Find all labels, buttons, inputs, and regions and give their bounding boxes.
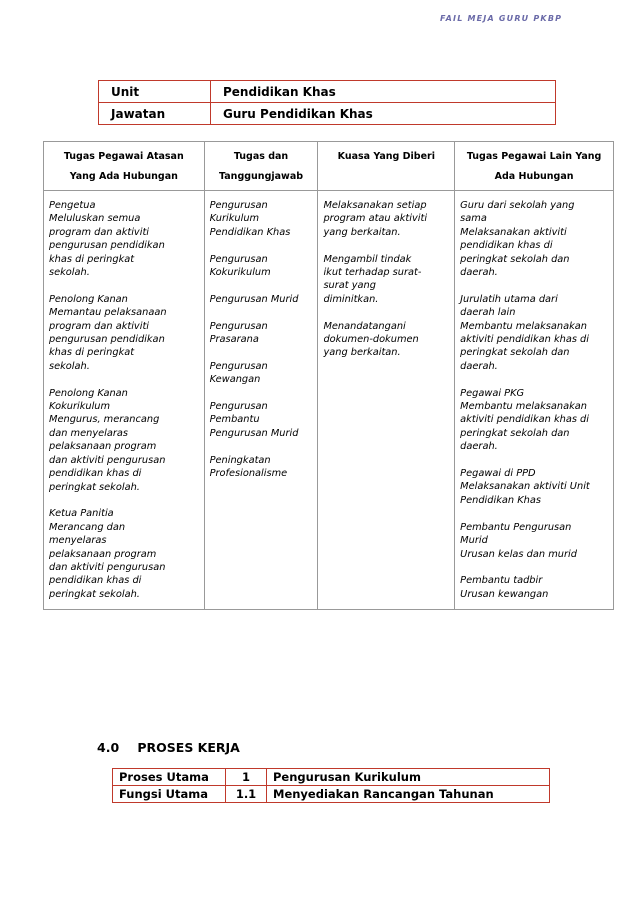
duty-line: Prasarana <box>209 334 259 346</box>
header-other-officer-duties <box>455 142 614 191</box>
duties-table <box>43 141 614 610</box>
info-value: Pendidikan Khas <box>211 81 556 103</box>
duty-line: sama <box>460 213 487 225</box>
header-line: Tugas Pegawai Lain Yang <box>466 151 602 162</box>
duty-entry <box>210 199 313 239</box>
section-heading <box>97 740 240 755</box>
duty-line: peringkat sekolah. <box>49 481 140 493</box>
duty-entry <box>49 199 199 279</box>
header-line: Tanggungjawab <box>219 171 304 182</box>
duties-content-row <box>44 191 614 610</box>
process-row <box>113 786 550 803</box>
process-code: 1.1 <box>226 786 267 803</box>
duty-line: dan aktiviti pengurusan <box>49 454 166 466</box>
duty-line: sekolah. <box>49 360 90 372</box>
duty-entry <box>49 507 199 601</box>
duty-line: surat yang <box>323 280 376 292</box>
duty-line: Jurulatih utama dari <box>460 293 558 305</box>
duty-line: Guru dari sekolah yang <box>460 200 575 211</box>
duty-entry <box>460 387 608 454</box>
duty-entry <box>323 199 449 239</box>
duty-entry <box>460 574 608 601</box>
duty-line: pendidikan khas di <box>49 575 142 587</box>
duty-line: pelaksanaan program <box>49 441 157 453</box>
header-line: Ada Hubungan <box>494 171 574 182</box>
duty-entry <box>460 467 608 507</box>
duty-line: daerah. <box>460 360 498 372</box>
info-label: Unit <box>99 81 211 103</box>
duty-line: Penolong Kanan <box>49 387 128 399</box>
process-value: Pengurusan Kurikulum <box>267 769 550 786</box>
process-row <box>113 769 550 786</box>
header-line: Tugas Pegawai Atasan <box>63 151 184 162</box>
duty-line: Pengurusan Murid <box>209 293 299 305</box>
duty-line: program dan aktiviti <box>49 226 150 238</box>
duty-entry <box>210 454 313 481</box>
duty-line: sekolah. <box>49 267 90 279</box>
info-row-unit <box>99 81 556 103</box>
duty-entry <box>460 199 608 279</box>
duty-entry <box>49 387 199 494</box>
duties-header-row <box>44 142 614 191</box>
duty-line: Urusan kelas dan murid <box>460 548 577 560</box>
duty-line: Mengambil tindak <box>323 253 412 265</box>
duty-line: aktiviti pendidikan khas di <box>460 334 589 346</box>
col-authority <box>318 191 455 610</box>
duty-line: pelaksanaan program <box>49 548 157 560</box>
duty-line: Mengurus, merancang <box>49 414 160 426</box>
duty-line: pengurusan pendidikan <box>49 334 165 346</box>
duty-line: Melaksanakan setiap <box>323 200 427 211</box>
duty-entry <box>210 293 313 306</box>
duty-line: peringkat sekolah. <box>49 588 140 600</box>
header-authority <box>318 142 455 191</box>
duty-line: program atau aktiviti <box>323 213 428 225</box>
section-title: PROSES KERJA <box>137 740 240 755</box>
duty-line: Melaksanakan aktiviti <box>460 226 567 238</box>
duty-line: Merancang dan <box>49 521 126 533</box>
duty-entry <box>460 521 608 561</box>
col-other-officer-duties <box>455 191 614 610</box>
duty-line: Pembantu <box>209 414 260 426</box>
duty-line: aktiviti pendidikan khas di <box>460 414 589 426</box>
duty-line: Pembantu tadbir <box>460 575 543 587</box>
duty-line: Melaksanakan aktiviti Unit <box>460 481 590 493</box>
duty-line: Kokurikulum <box>209 267 271 279</box>
duty-line: Pendidikan Khas <box>209 226 291 238</box>
info-label: Jawatan <box>99 103 211 125</box>
duty-line: Pengetua <box>49 200 96 211</box>
header-duties-responsibilities <box>204 142 318 191</box>
duty-line: Pegawai di PPD <box>460 468 536 480</box>
duty-line: khas di peringkat <box>49 347 135 359</box>
duty-line: dan menyelaras <box>49 427 129 439</box>
col-duties-responsibilities <box>204 191 318 610</box>
col-superior-duties <box>44 191 205 610</box>
info-value: Guru Pendidikan Khas <box>211 103 556 125</box>
header-line: Kuasa Yang Diberi <box>337 151 435 162</box>
duty-line: yang berkaitan. <box>323 347 401 359</box>
header-superior-duties <box>44 142 205 191</box>
duty-line: Pembantu Pengurusan <box>460 521 572 533</box>
process-label: Proses Utama <box>113 769 226 786</box>
duty-line: Membantu melaksanakan <box>460 320 587 332</box>
duty-line: Menandatangani <box>323 320 406 332</box>
duty-line: Pengurusan <box>209 253 268 265</box>
duty-entry <box>323 253 449 307</box>
duty-line: Pendidikan Khas <box>460 494 541 506</box>
duty-line: Meluluskan semua <box>49 213 141 225</box>
duty-line: Kurikulum <box>209 213 260 225</box>
duty-line: Pegawai PKG <box>460 387 525 399</box>
duty-line: yang berkaitan. <box>323 226 401 238</box>
duty-line: pendidikan khas di <box>460 240 553 252</box>
duty-line: peringkat sekolah dan <box>460 427 570 439</box>
duty-line: Memantau pelaksanaan <box>49 307 167 319</box>
unit-info-table <box>98 80 556 125</box>
duty-line: Profesionalisme <box>209 468 288 480</box>
duty-line: Murid <box>460 535 488 547</box>
duty-entry <box>460 293 608 373</box>
duty-line: daerah. <box>460 441 498 453</box>
duty-line: ikut terhadap surat- <box>323 267 422 279</box>
duty-line: Membantu melaksanakan <box>460 401 587 413</box>
duty-line: dokumen-dokumen <box>323 334 419 346</box>
info-row-jawatan <box>99 103 556 125</box>
duty-line: Ketua Panitia <box>49 508 114 520</box>
duty-entry <box>323 320 449 360</box>
duty-entry <box>210 360 313 387</box>
section-number: 4.0 <box>97 740 120 755</box>
duty-line: peringkat sekolah dan <box>460 347 570 359</box>
duty-line: dan aktiviti pengurusan <box>49 561 166 573</box>
duty-line: Pengurusan <box>209 401 268 413</box>
header-line: Tugas dan <box>233 151 289 162</box>
duty-line: menyelaras <box>49 535 107 547</box>
duty-line: Peningkatan <box>209 454 271 466</box>
duty-line: Pengurusan <box>209 320 268 332</box>
duty-entry <box>210 253 313 280</box>
process-code: 1 <box>226 769 267 786</box>
process-label: Fungsi Utama <box>113 786 226 803</box>
process-value: Menyediakan Rancangan Tahunan <box>267 786 550 803</box>
duty-entry <box>49 293 199 373</box>
duty-line: khas di peringkat <box>49 253 135 265</box>
process-table <box>112 768 550 803</box>
duty-line: program dan aktiviti <box>49 320 150 332</box>
duty-line: Urusan kewangan <box>460 588 549 600</box>
duty-line: daerah. <box>460 267 498 279</box>
duty-line: pengurusan pendidikan <box>49 240 165 252</box>
duty-line: Pengurusan <box>209 360 268 372</box>
document-header-tag: FAIL MEJA GURU PKBP <box>440 14 563 23</box>
header-line: Yang Ada Hubungan <box>69 171 178 182</box>
duty-line: pendidikan khas di <box>49 468 142 480</box>
duty-entry <box>210 320 313 347</box>
duty-line: Kokurikulum <box>49 401 111 413</box>
duty-line: Kewangan <box>209 374 261 386</box>
duty-line: diminitkan. <box>323 293 379 305</box>
duty-entry <box>210 400 313 440</box>
duty-line: Penolong Kanan <box>49 293 128 305</box>
duty-line: Pengurusan Murid <box>209 427 299 439</box>
duty-line: peringkat sekolah dan <box>460 253 570 265</box>
duty-line: Pengurusan <box>209 200 268 211</box>
duty-line: daerah lain <box>460 307 516 319</box>
